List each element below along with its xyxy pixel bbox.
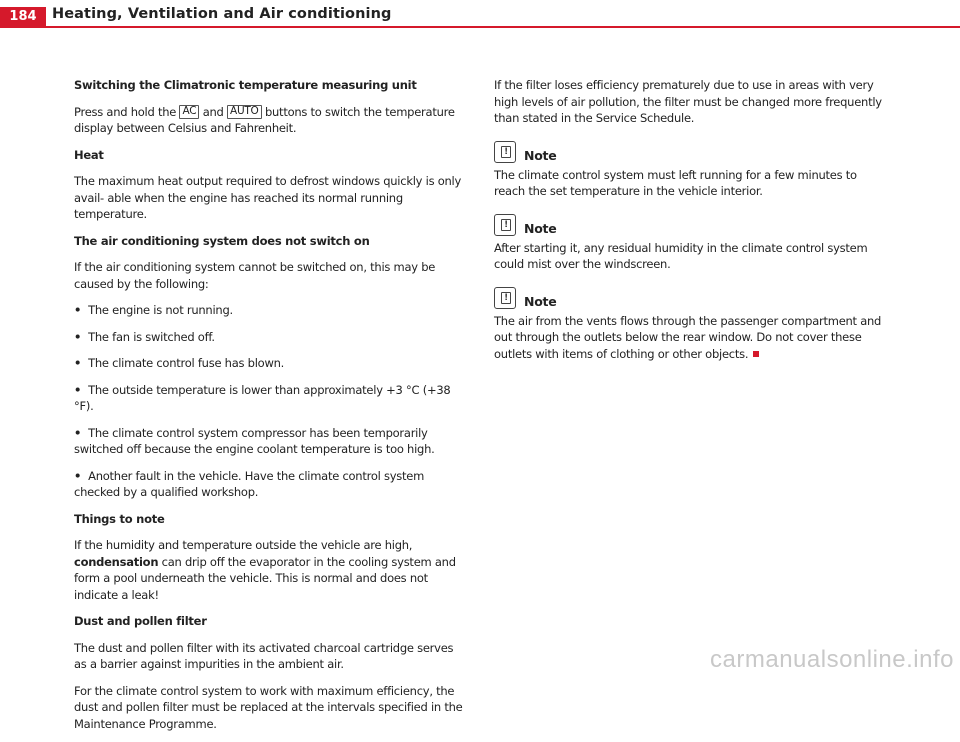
- filter-paragraph: If the filter loses efficiency prematurely due to use in areas with very high levels of air pollution, the filter must be changed more frequently than stated in the Service Schedule.: [494, 78, 882, 125]
- note-label: Note: [524, 293, 557, 309]
- heat-paragraph: The maximum heat output required to defrost windows quickly is only avail- able when the engine has reached its normal running temperature.: [74, 174, 462, 221]
- list-item: • The climate control system compressor has been temporarily switched off because the engine coolant temperature is too high.: [74, 425, 435, 456]
- unit-heading: Switching the Climatronic temperature measuring unit: [74, 78, 417, 92]
- ac-heading: The air conditioning system does not switch on: [74, 233, 370, 248]
- note-label: Note: [524, 220, 557, 236]
- note-icon: !: [494, 141, 516, 163]
- unit-text-1: Press and hold the: [74, 104, 180, 119]
- ac-paragraph: If the air conditioning system cannot be switched on, this may be caused by the following:: [74, 260, 436, 291]
- note-text: The climate control system must left running for a few minutes to reach the set temperature in the vehicle interior.: [494, 167, 857, 198]
- header-rule: [0, 26, 960, 28]
- fault-list: [74, 302, 466, 501]
- things-paragraph: If the humidity and temperature outside the vehicle are high, condensation can drip off the evaporator in the cooling system and form a pool underneath the vehicle. This is normal and does not indicate a leak!: [74, 538, 456, 602]
- auto-key: AUTO: [227, 105, 262, 119]
- note-text: After starting it, any residual humidity in the climate control system could mist over the windscreen.: [494, 240, 868, 271]
- note-text: The air from the vents flows through the passenger compartment and out through the outlets below the rear window. Do not cover these outlets with items of clothing or other objects.: [494, 313, 882, 361]
- condensation-term: condensation: [74, 554, 159, 569]
- list-item: • The fan is switched off.: [74, 329, 215, 344]
- unit-paragraph: [74, 104, 466, 137]
- page-header: [0, 0, 960, 28]
- note-header: [494, 139, 886, 163]
- dust-paragraph: The dust and pollen filter with its activated charcoal cartridge serves as a barrier against impurities in the ambient air.: [74, 640, 454, 671]
- list-item: • The outside temperature is lower than approximately +3 °C (+38 °F).: [74, 382, 451, 413]
- note-label: Note: [524, 147, 557, 163]
- unit-text-3: buttons to switch the temperature display between Celsius and Fahrenheit.: [74, 104, 455, 135]
- note-header: [494, 212, 886, 236]
- left-column: [74, 77, 466, 742]
- dust-heading: Dust and pollen filter: [74, 614, 207, 628]
- watermark: carmanualsonline.info: [710, 646, 954, 673]
- heat-heading: Heat: [74, 147, 104, 162]
- unit-text-2: and: [199, 104, 228, 119]
- section-end-mark: [753, 351, 759, 357]
- note-icon: !: [494, 214, 516, 236]
- ac-key: AC: [179, 105, 199, 119]
- note-icon: !: [494, 287, 516, 309]
- page-number: 184: [0, 7, 46, 27]
- dust-paragraph-2: For the climate control system to work with maximum efficiency, the dust and pollen filter must be replaced at the intervals specified in the Maintenance Programme.: [74, 683, 463, 731]
- chapter-title: Heating, Ventilation and Air conditioning: [52, 6, 392, 22]
- list-item: • Another fault in the vehicle. Have the climate control system checked by a qualified workshop.: [74, 468, 425, 499]
- note-header: [494, 285, 886, 309]
- list-item: • The engine is not running.: [74, 303, 233, 317]
- things-heading: Things to note: [74, 511, 165, 526]
- list-item: • The climate control fuse has blown.: [74, 356, 285, 370]
- right-column: [494, 77, 886, 372]
